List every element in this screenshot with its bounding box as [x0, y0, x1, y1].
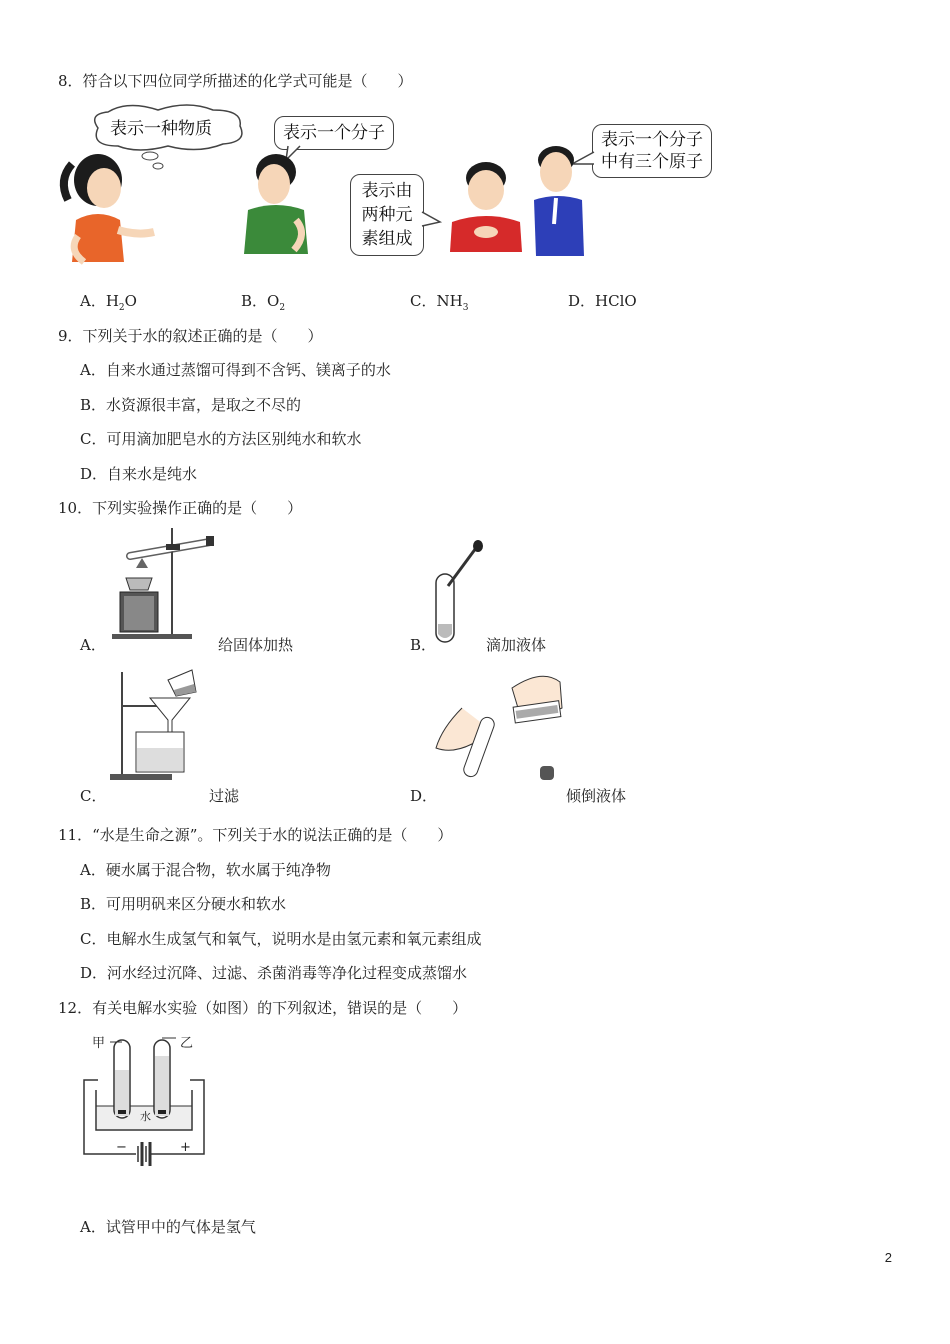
subscript: 2 [118, 303, 125, 313]
man-figure-icon [526, 144, 590, 256]
question-12-stem: 12．有关电解水实验（如图）的下列叙述，错误的是（ ） [58, 999, 468, 1017]
subscript: 3 [462, 303, 469, 313]
question-10-stem: 10．下列实验操作正确的是（ ） [58, 499, 303, 517]
q10-option-d-letter[interactable]: D． [410, 787, 438, 805]
option-label: C．NH [410, 292, 463, 310]
q11-option-a[interactable]: A．硬水属于混合物，软水属于纯净物 [80, 861, 331, 879]
heating-solid-apparatus-icon [112, 528, 222, 640]
q9-option-c[interactable]: C．可用滴加肥皂水的方法区别纯水和软水 [80, 430, 362, 448]
question-11-stem: 11．“水是生命之源”。下列关于水的说法正确的是（ ） [58, 826, 453, 844]
bubble-line-1: 表示一个分子 [601, 130, 703, 150]
q11-option-b[interactable]: B．可用明矾来区分硬水和软水 [80, 895, 287, 913]
bubble-line-2: 两种元 [361, 205, 413, 225]
q10-option-b-caption: 滴加液体 [486, 636, 547, 654]
page-number: 2 [884, 1250, 892, 1265]
dropper-test-tube-icon [432, 540, 492, 646]
plus-terminal-label: + [180, 1140, 191, 1155]
option-tail: O [124, 292, 137, 310]
q10-option-c-letter[interactable]: C． [80, 787, 107, 805]
q8-option-d[interactable] [568, 290, 637, 311]
boy-figure-icon [238, 150, 318, 254]
water-label: 水 [140, 1110, 151, 1123]
q8-option-b[interactable] [241, 290, 285, 313]
q8-option-a[interactable] [80, 290, 137, 313]
q10-option-c-caption: 过滤 [209, 787, 240, 805]
option-label: B．O [241, 292, 280, 310]
q9-option-a[interactable]: A．自来水通过蒸馏可得到不含钙、镁离子的水 [80, 361, 391, 379]
bubble-three-atoms [592, 124, 712, 178]
q8-option-c[interactable] [410, 290, 468, 313]
q10-option-a-letter[interactable]: A． [80, 636, 106, 654]
girl-figure-icon [58, 150, 168, 262]
q9-option-b[interactable]: B．水资源很丰富，是取之不尽的 [80, 396, 302, 414]
q11-option-c[interactable]: C．电解水生成氢气和氧气，说明水是由氢元素和氧元素组成 [80, 930, 482, 948]
bubble-two-elements [350, 174, 424, 256]
filtration-apparatus-icon [110, 668, 210, 782]
q10-option-a-caption: 给固体加热 [218, 636, 294, 654]
option-label: A．H [80, 292, 119, 310]
bubble-line-2: 中有三个原子 [601, 152, 703, 172]
subscript: 2 [279, 303, 286, 313]
q11-option-d[interactable]: D．河水经过沉降、过滤、杀菌消毒等净化过程变成蒸馏水 [80, 964, 468, 982]
bubble-line-1: 表示由 [361, 181, 413, 201]
bubble-line-3: 素组成 [361, 229, 413, 249]
option-label: D．HClO [568, 292, 637, 310]
q12-option-a[interactable]: A．试管甲中的气体是氢气 [80, 1218, 256, 1236]
q9-option-d[interactable]: D．自来水是纯水 [80, 465, 198, 483]
minus-terminal-label: − [116, 1140, 127, 1155]
boy-figure-icon [446, 160, 526, 252]
question-9-stem: 9．下列关于水的叙述正确的是（ ） [58, 327, 323, 345]
tube-label-right: 乙 [180, 1036, 194, 1051]
q10-option-d-caption: 倾倒液体 [566, 787, 627, 805]
q10-option-b-letter[interactable]: B． [410, 636, 437, 654]
bubble-one-molecule: 表示一个分子 [274, 116, 394, 150]
question-8-stem: 8．符合以下四位同学所描述的化学式可能是（ ） [58, 72, 413, 90]
bubble-tail [422, 210, 442, 230]
bubble-one-substance: 表示一种物质 [110, 119, 212, 139]
tube-label-left: 甲 [92, 1036, 106, 1051]
pouring-liquid-hands-icon [432, 668, 572, 782]
